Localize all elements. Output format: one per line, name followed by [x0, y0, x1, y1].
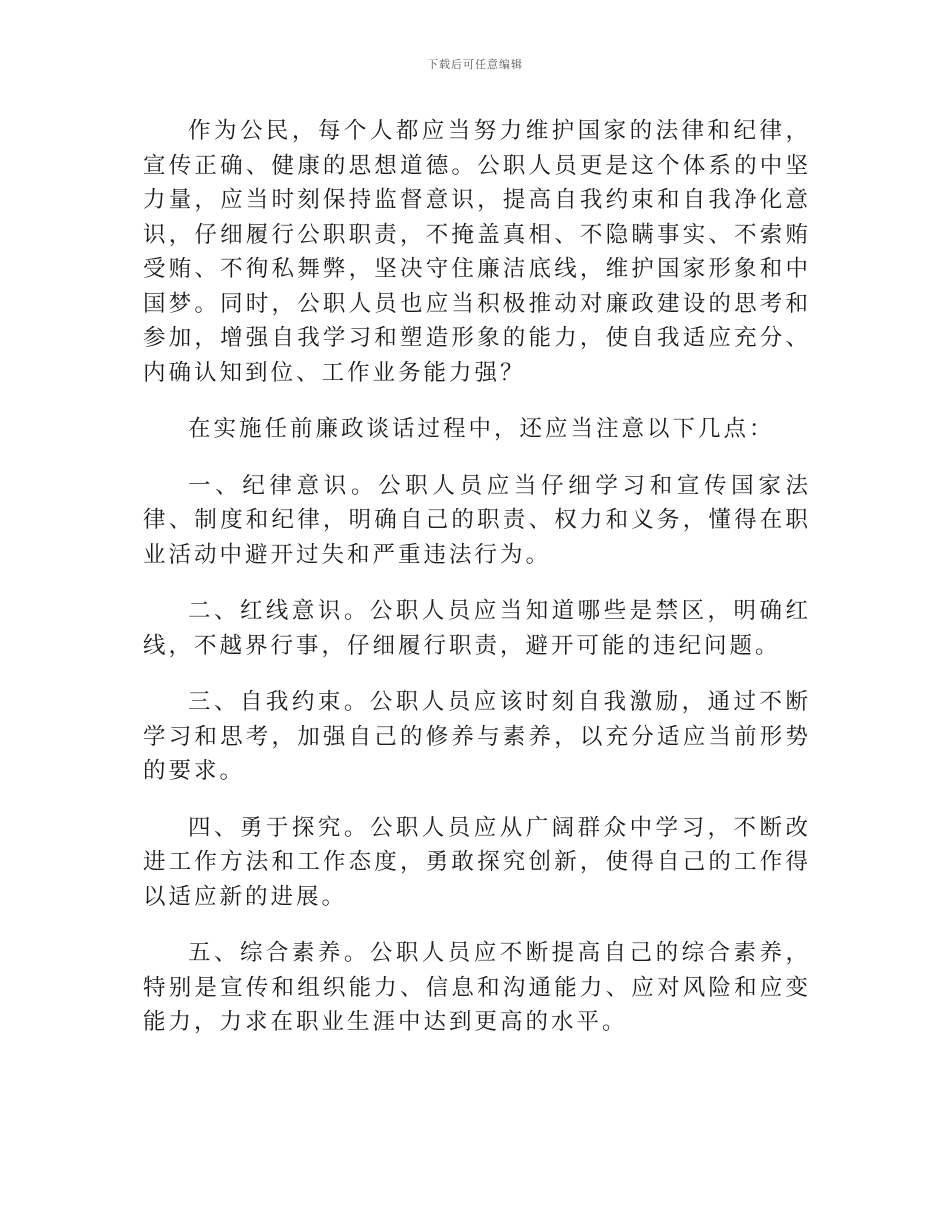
paragraph-self-restraint: 三、自我约束。公职人员应该时刻自我激励，通过不断学习和思考，加强自己的修养与素养，以充分适应当前形势的要求。	[143, 689, 811, 784]
paragraph-notes-lead: 在实施任前廉政谈话过程中，还应当注意以下几点：	[188, 416, 775, 442]
paragraph-intro: 作为公民，每个人都应当努力维护国家的法律和纪律，宣传正确、健康的思想道德。公职人员更是这个体系的中坚力量，应当时刻保持监督意识，提高自我约束和自我净化意识，仔细履行公职职责，不掩盖真相、不隐瞒事实、不索贿受贿、不徇私舞弊，坚决守住廉洁底线，维护国家形象和中国梦。同时，公职人员也应当积极推动对廉政建设的思考和参加，增强自我学习和塑造形象的能力，使自我适应充分、内确认知到位、工作业务能力强？	[143, 118, 811, 386]
paragraph-discipline: 一、纪律意识。公职人员应当仔细学习和宣传国家法律、制度和纪律，明确自己的职责、权力和义务，懂得在职业活动中避开过失和严重违法行为。	[143, 472, 811, 568]
document-body	[143, 114, 811, 1062]
page-header: 下载后可任意编辑	[427, 58, 523, 71]
paragraph-comprehensive: 五、综合素养。公职人员应不断提高自己的综合素养，特别是宣传和组织能力、信息和沟通能力、应对风险和应变能力，力求在职业生涯中达到更高的水平。	[143, 940, 811, 1035]
paragraph-exploration: 四、勇于探究。公职人员应从广阔群众中学习，不断改进工作方法和工作态度，勇敢探究创新，使得自己的工作得以适应新的进展。	[143, 814, 811, 910]
paragraph-redline: 二、红线意识。公职人员应当知道哪些是禁区，明确红线，不越界行事，仔细履行职责，避开可能的违纪问题。	[143, 598, 811, 659]
